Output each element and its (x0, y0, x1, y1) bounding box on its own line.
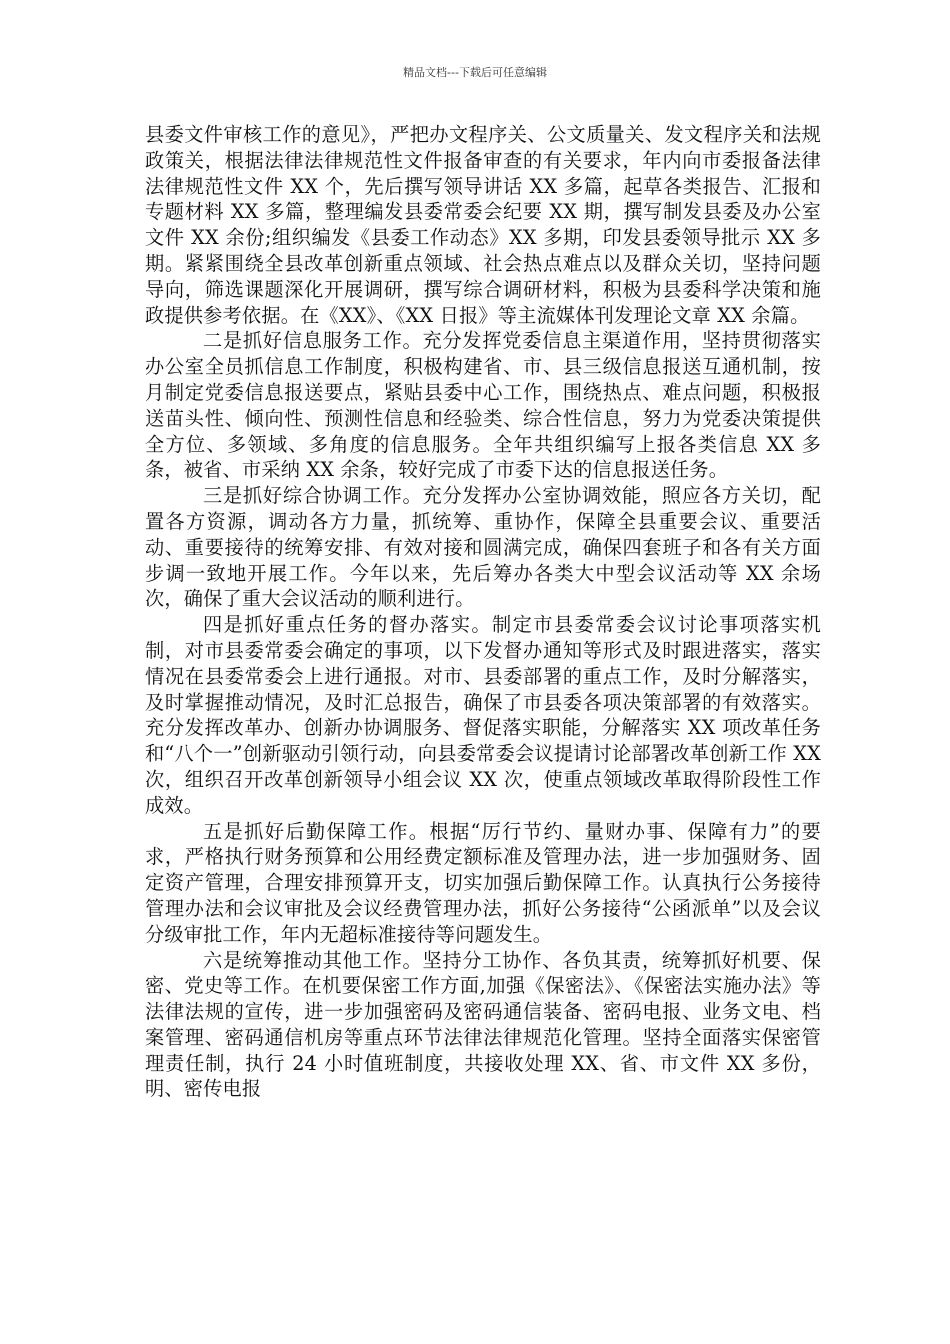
paragraph-info-service: 二是抓好信息服务工作。充分发挥党委信息主渠道作用，坚持贯彻落实办公室全员抓信息工作制度，积极构建省、市、县三级信息报送互通机制，按月制定党委信息报送要点，紧贴县委中心工作，围绕热点、难点问题，积极报送苗头性、倾向性、预测性信息和经验类、综合性信息，努力为党委决策提供全方位、多领域、多角度的信息服务。全年共组织编写上报各类信息 XX 多条，被省、市采纳 XX 余条，较好完成了市委下达的信息报送任务。 (145, 329, 821, 482)
paragraph-logistics: 五是抓好后勤保障工作。根据“厉行节约、量财办事、保障有力”的要求，严格执行财务预算和公用经费定额标准及管理办法，进一步加强财务、固定资产管理，合理安排预算开支，切实加强后勤保障工作。认真执行公务接待管理办法和会议审批及会议经费管理办法，抓好公务接待“公函派单”以及会议分级审批工作，年内无超标准接待等问题发生。 (145, 819, 821, 946)
paragraph-continuation: 县委文件审核工作的意见》，严把办文程序关、公文质量关、发文程序关和法规政策关，根据法律法律规范性文件报备审查的有关要求，年内向市委报备法律法律规范性文件 XX 个，先后撰写领导讲话 XX 多篇，起草各类报告、汇报和专题材料 XX 多篇，整理编发县委常委会纪要 XX 期，撰写制发县委及办公室文件 XX 余份;组织编发《县委工作动态》XX 多期，印发县委领导批示 XX 多期。紧紧围绕全县改革创新重点领域、社会热点难点以及群众关切，坚持问题导向，筛选课题深化开展调研，撰写综合调研材料，积极为县委科学决策和施政提供参考依据。在《XX》、《XX 日报》等主流媒体刊发理论文章 XX 余篇。 (145, 123, 821, 327)
paragraph-supervision: 四是抓好重点任务的督办落实。制定市县委常委会议讨论事项落实机制，对市县委常委会确定的事项，以下发督办通知等形式及时跟进落实，落实情况在县委常委会上进行通报。对市、县委部署的重点工作，及时分解落实，及时掌握推动情况，及时汇总报告，确保了市县委各项决策部署的有效落实。充分发挥改革办、创新办协调服务、督促落实职能，分解落实 XX 项改革任务和“八个一”创新驱动引领行动，向县委常委会议提请讨论部署改革创新工作 XX 次，组织召开改革创新领导小组会议 XX 次，使重点领域改革取得阶段性工作成效。 (145, 613, 821, 817)
paragraph-coordination: 三是抓好综合协调工作。充分发挥办公室协调效能，照应各方关切，配置各方资源，调动各方力量，抓统筹、重协作，保障全县重要会议、重要活动、重要接待的统筹安排、有效对接和圆满完成，确保四套班子和各有关方面步调一致地开展工作。今年以来，先后筹办各类大中型会议活动等 XX 余场次，确保了重大会议活动的顺利进行。 (145, 484, 821, 611)
document-body (145, 122, 821, 1102)
paragraph-other-work: 六是统筹推动其他工作。坚持分工协作、各负其责，统筹抓好机要、保密、党史等工作。在机要保密工作方面,加强《保密法》、《保密法实施办法》等法律法规的宣传，进一步加强密码及密码通信装备、密码电报、业务文电、档案管理、密码通信机房等重点环节法律法律规范化管理。坚持全面落实保密管理责任制，执行 24 小时值班制度，共接收处理 XX、省、市文件 XX 多份，明、密传电报 (145, 948, 821, 1101)
page-header: 精品文档---下载后可任意编辑 (403, 66, 547, 79)
